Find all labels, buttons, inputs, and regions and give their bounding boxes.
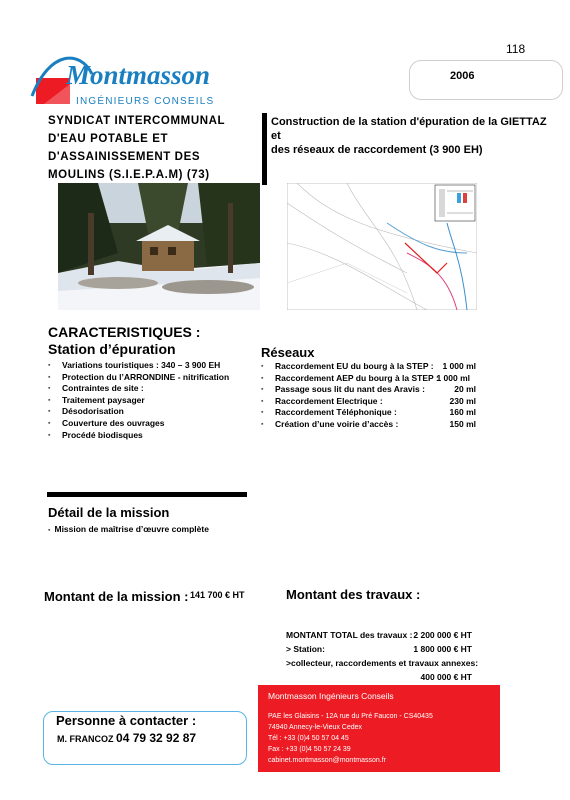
reseau-value: 20 ml	[454, 384, 476, 395]
page-number: 118	[506, 42, 526, 56]
travaux-collecteur-value: 400 000 € HT	[420, 672, 472, 682]
list-item	[261, 361, 476, 373]
year-box	[409, 60, 563, 100]
reseau-label: Passage sous lit du nant des Aravis :	[275, 384, 425, 395]
contact-name: M. FRANCOZ	[57, 734, 114, 744]
contact-title: Personne à contacter :	[56, 713, 197, 728]
list-item	[261, 419, 476, 431]
reseau-label: Création d’une voirie d’accès :	[275, 418, 399, 429]
travaux-station-value: 1 800 000 € HT	[413, 644, 472, 654]
year-label: 2006	[450, 70, 475, 82]
client-block	[48, 112, 248, 184]
station-title: Station d’épuration	[48, 341, 176, 357]
travaux-total-value: 2 200 000 € HT	[413, 630, 472, 640]
reseau-value: 150 ml	[449, 418, 476, 429]
mission-item: ▪ Mission de maîtrise d’œuvre complète	[48, 524, 209, 534]
company-fax: Fax : +33 (0)4 50 57 24 39	[268, 746, 351, 753]
reseau-label: Raccordement Electrique :	[275, 395, 383, 406]
travaux-collecteur-label: >collecteur, raccordements et travaux annexes:	[286, 658, 479, 668]
client-line: MOULINS (S.I.E.P.A.M) (73)	[48, 169, 210, 181]
company-address: 74940 Annecy-le-Vieux Cedex	[268, 724, 363, 731]
client-line: SYNDICAT INTERCOMMUNAL	[48, 115, 226, 127]
company-tel: Tél : +33 (0)4 50 57 04 45	[268, 735, 349, 742]
company-email: cabinet.montmasson@montmasson.fr	[268, 757, 386, 764]
reseau-value: 230 ml	[449, 395, 476, 406]
list-item: ▪ Traitement paysager	[48, 395, 248, 407]
station-list	[48, 360, 248, 441]
travaux-station-label: > Station:	[286, 644, 325, 654]
client-line: D'EAU POTABLE ET	[48, 133, 169, 145]
project-title-line: des réseaux de raccordement (3 900 EH)	[271, 144, 483, 156]
list-item: ▪ Contraintes de site :	[48, 383, 248, 395]
reseau-label: Raccordement Téléphonique :	[275, 407, 397, 418]
list-item	[261, 396, 476, 408]
title-bar	[262, 113, 267, 185]
reseaux-title: Réseaux	[261, 345, 315, 360]
company-logo	[30, 56, 235, 108]
site-plan-map	[287, 183, 477, 310]
travaux-title: Montant des travaux :	[286, 587, 421, 602]
reseau-label: Raccordement AEP du bourg à la STEP :	[275, 372, 439, 383]
montant-mission-value: 141 700 € HT	[190, 590, 245, 600]
client-line: D'ASSAINISSEMENT DES	[48, 151, 201, 163]
reseau-label: Raccordement EU du bourg à la STEP :	[275, 361, 434, 371]
list-item	[261, 384, 476, 396]
list-item: ▪ Variations touristiques : 340 – 3 900 EH	[48, 360, 248, 372]
project-title	[271, 115, 551, 157]
contact-person	[57, 731, 196, 745]
list-item	[261, 407, 476, 419]
travaux-total-label: MONTANT TOTAL des travaux :	[286, 630, 413, 640]
caracteristiques-title: CARACTERISTIQUES :	[48, 324, 201, 340]
mission-item-text: Mission de maîtrise d’œuvre complète	[54, 524, 209, 534]
list-item: ▪ Couverture des ouvrages	[48, 418, 248, 430]
section-divider	[47, 492, 247, 497]
reseau-value: 1 000 ml	[436, 372, 470, 383]
list-item: ▪ Protection du l’ARRONDINE - nitrification	[48, 372, 248, 384]
reseau-value: 160 ml	[449, 407, 476, 418]
company-address: PAE les Glaisins - 12A rue du Pré Faucon - CS40435	[268, 713, 433, 720]
mission-title: Détail de la mission	[48, 505, 170, 520]
montant-mission-label: Montant de la mission :	[44, 589, 189, 604]
list-item: ▪ Désodorisation	[48, 406, 248, 418]
site-photo	[58, 183, 260, 310]
company-name: Montmasson Ingénieurs Conseils	[268, 691, 394, 701]
logo-subtitle: INGÉNIEURS CONSEILS	[76, 96, 215, 107]
list-item	[261, 373, 476, 385]
reseau-value: 1 000 ml	[442, 361, 476, 371]
project-title-line: Construction de la station d'épuration de la GIETTAZ et	[271, 116, 547, 142]
reseaux-list	[261, 361, 476, 431]
logo-wordmark: Montmasson	[66, 60, 211, 90]
list-item: ▪ Procédé biodisques	[48, 430, 248, 442]
contact-phone: 04 79 32 92 87	[116, 731, 197, 745]
